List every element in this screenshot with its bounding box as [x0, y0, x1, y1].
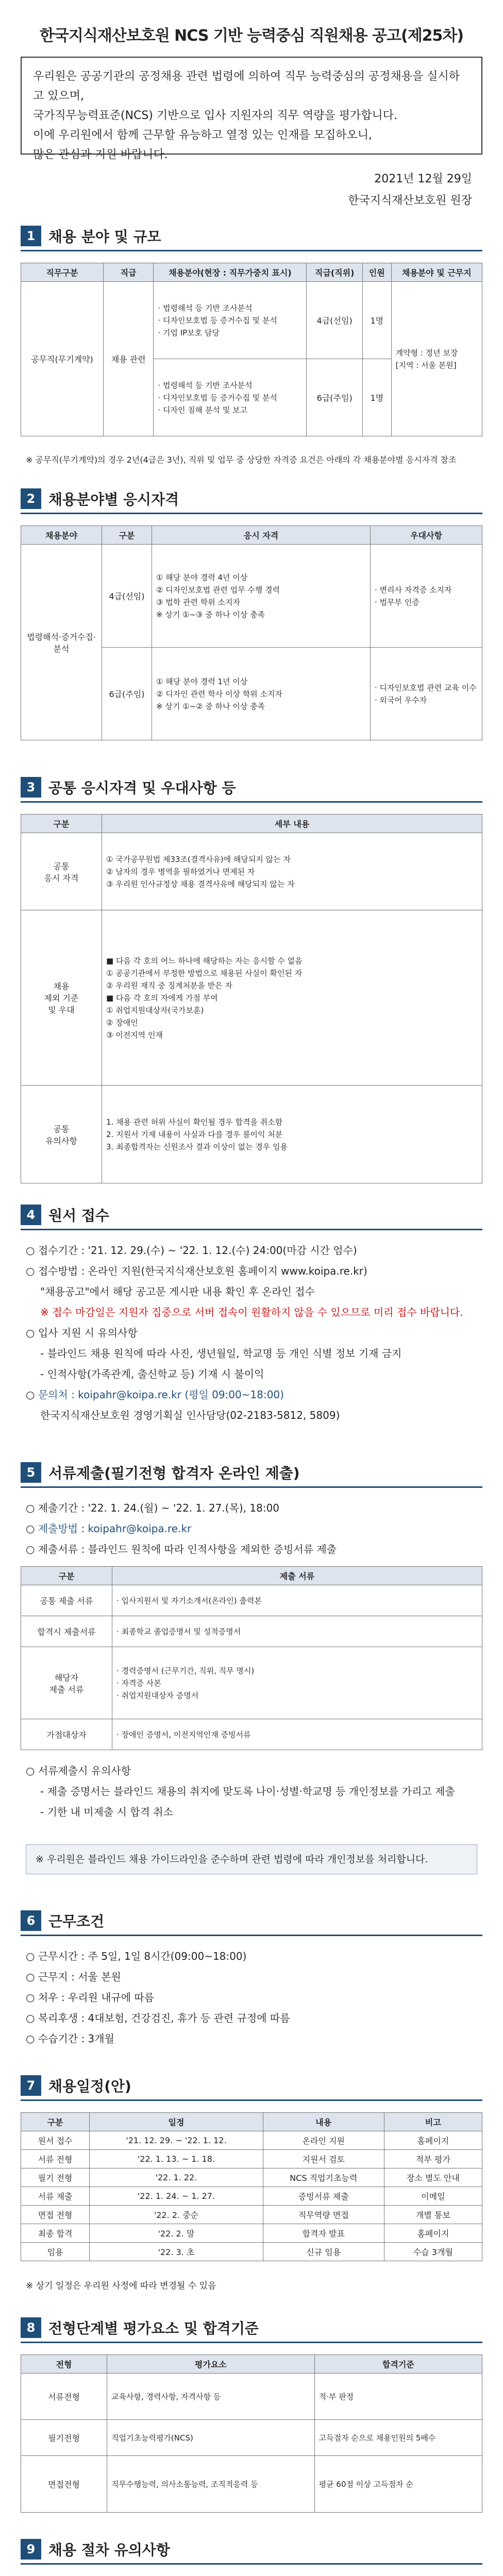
table-cell: 직업기초능력평가(NCS): [107, 2420, 315, 2456]
list-item: ○ 근무시간 : 주 5일, 1일 8시간(09:00~18:00): [26, 1950, 247, 1962]
table-cell: 면접전형: [21, 2456, 107, 2513]
work-conditions-list: [26, 1947, 477, 2050]
table-row: [21, 2206, 482, 2224]
table-cell: · 경력증명서 (근무기간, 직위, 직무 명시) · 자격증 사본 · 취업지원대상자 증명서: [112, 1647, 482, 1719]
table-cell: 개별 통보: [384, 2206, 482, 2224]
table1-footnote: ※ 공무직(무기계약)의 경우 2년(4급은 3년), 직위 및 업무 중 상당한 자격증 요건은 아래의 각 채용분야별 응시자격 참조: [26, 455, 457, 465]
table-cell: 수습 3개월: [384, 2243, 482, 2261]
schedule-footnote: ※ 상기 일정은 우리원 사정에 따라 변경될 수 있음: [26, 2281, 216, 2291]
table-cell: '22. 3. 초: [90, 2243, 263, 2261]
positions-table: [21, 263, 482, 436]
list-item: ○ 서류제출시 유의사항: [26, 1765, 131, 1777]
section-number: 2: [21, 488, 41, 509]
list-item: ○ 접수방법 : 온라인 지원(한국지식재산보호원 홈페이지 www.koipa.re.kr): [26, 1265, 367, 1277]
notice-date: 2021년 12월 29일: [374, 173, 472, 185]
table-header: 직급: [103, 263, 153, 282]
list-item: [26, 1345, 477, 1362]
table-cell: 직무역량 면접: [263, 2206, 384, 2224]
table-header: 세부 내용: [102, 815, 482, 833]
table-header: 전형: [21, 2355, 107, 2374]
list-item-text: 접수방법 : 온라인 지원(한국지식재산보호원 홈페이지 www.koipa.re.kr): [38, 1265, 367, 1277]
table-cell: · 입사지원서 및 자기소개서(온라인) 출력본: [112, 1585, 482, 1616]
table-cell: 채용 제외 기준 및 우대: [21, 910, 102, 1086]
section-title: 전형단계별 평가요소 및 합격기준: [48, 2319, 259, 2337]
table-cell: 필기 전형: [21, 2168, 90, 2187]
section-number: 8: [21, 2317, 41, 2338]
list-item: ○ 복리후생 : 4대보험, 건강검진, 휴가 등 관련 규정에 따름: [26, 2012, 290, 2024]
section-8-heading: [21, 2313, 482, 2343]
section-number: 5: [21, 1462, 41, 1483]
list-item: [26, 1283, 477, 1300]
intro-line: 많은 관심과 지원 바랍니다.: [33, 148, 168, 161]
table-cell: '22. 1. 13. ~ 1. 18.: [90, 2150, 263, 2168]
list-item-text: - 제출 증명서는 블라인드 채용의 취지에 맞도록 나이·성별·학교명 등 개인정보를 가리고 제출: [40, 1785, 455, 1798]
list-item-text: 근무지 : 서울 본원: [38, 1971, 121, 1983]
list-item: [26, 1365, 477, 1383]
list-item-text: 제출서류 : 블라인드 원칙에 따라 인적사항을 제외한 증빙서류 제출: [38, 1543, 337, 1555]
table-cell: 1명: [362, 359, 391, 436]
intro-box: [21, 57, 482, 161]
section-number: 9: [21, 2539, 41, 2560]
table-cell: ① 국가공무원법 제33조(결격사유)에 해당되지 않는 자 ② 남자의 경우 병역을 필하였거나 면제된 자 ③ 우리원 인사규정상 채용 결격사유에 해당되지 않는 자: [102, 833, 482, 910]
page-title: 한국지식재산보호원 NCS 기반 능력중심 직원채용 공고(제25차): [39, 27, 464, 45]
list-item: ○ 제출서류 : 블라인드 원칙에 따라 인적사항을 제외한 증빙서류 제출: [26, 1543, 337, 1555]
list-item: [26, 1803, 477, 1821]
table-header: 합격기준: [314, 2355, 482, 2374]
table-header: 채용분야: [21, 526, 102, 545]
table-header: 평가요소: [107, 2355, 315, 2374]
table-cell: 직무수행능력, 의사소통능력, 조직적응력 등: [107, 2456, 315, 2513]
schedule-table: [21, 2112, 482, 2261]
issuing-org: 한국지식재산보호원 원장: [348, 194, 472, 207]
table-header: 직무구분: [21, 263, 104, 282]
table-header: 구분: [21, 2113, 90, 2131]
table-cell: 홈페이지: [384, 2224, 482, 2243]
table-cell: 온라인 지원: [263, 2131, 384, 2150]
table-row: [21, 2168, 482, 2187]
table-cell: 최종 합격: [21, 2224, 90, 2243]
table-cell: 장소 별도 안내: [384, 2168, 482, 2187]
section-title: 채용 분야 및 규모: [48, 228, 161, 245]
list-item: ○ 제출기간 : '22. 1. 24.(월) ~ '22. 1. 27.(목), 18:00: [26, 1502, 280, 1514]
table-row: [21, 2456, 482, 2513]
table-header: 채용분야(현장 : 직무가중치 표시): [154, 263, 307, 282]
table-cell: 계약형 : 정년 보장 [지역 : 서울 본원]: [391, 282, 482, 436]
table-header: 비고: [384, 2113, 482, 2131]
list-item: ○ 처우 : 우리원 내규에 따름: [26, 1991, 155, 2004]
table-cell: · 디자인보호법 관련 교육 이수 · 외국어 우수자: [371, 648, 482, 740]
section-number: 1: [21, 226, 41, 246]
list-item-text: 복리후생 : 4대보험, 건강검진, 휴가 등 관련 규정에 따름: [38, 2012, 290, 2024]
table-cell: 1. 채용 관련 허위 사실이 확인될 경우 합격을 취소함 2. 지원서 기재 내용이 사실과 다를 경우 불이익 처분 3. 최종합격자는 신원조사 결과 이상이 없는 경우 임용: [102, 1086, 482, 1183]
table-cell: · 법령해석 등 기반 조사분석 · 디자인보호법 등 증거수집 및 분석 · 디자인 침해 분석 및 보고: [154, 359, 307, 436]
section-5-heading: [21, 1458, 482, 1488]
table-cell: 합격자 발표: [263, 2224, 384, 2243]
list-item: ○ 접수기간 : '21. 12. 29.(수) ~ '22. 1. 12.(수) 24:00(마감 시간 엄수): [26, 1244, 357, 1257]
submission-table: [21, 1566, 482, 1750]
table-cell: 가점대상자: [21, 1719, 112, 1750]
table-cell: 4급(선임): [307, 282, 363, 359]
list-item: ○ 입사 지원 시 유의사항: [26, 1327, 138, 1339]
table-cell: 교육사항, 경력사항, 자격사항 등: [107, 2374, 315, 2420]
table-cell: · 장애인 증명서, 이전지역인재 증빙서류: [112, 1719, 482, 1750]
table-cell: 증빙서류 제출: [263, 2187, 384, 2206]
common-requirements-table: [21, 814, 482, 1183]
table-cell: 공통 제출 서류: [21, 1585, 112, 1616]
section-number: 3: [21, 777, 41, 798]
submission-email[interactable]: 제출방법 : koipahr@koipa.re.kr: [38, 1522, 192, 1535]
list-item: [26, 1406, 477, 1424]
table-header: 우대사항: [371, 526, 482, 545]
document-submission-list: [26, 1499, 477, 1561]
section-7-heading: [21, 2071, 482, 2101]
list-item-text: 처우 : 우리원 내규에 따름: [38, 1991, 155, 2004]
table-cell: 해당자 제출 서류: [21, 1647, 112, 1719]
list-item-text: 수습기간 : 3개월: [38, 2032, 114, 2045]
intro-line: 이에 우리원에서 함께 근무할 유능하고 열정 있는 인재를 모집하오니,: [33, 129, 372, 142]
table-header: 응시 자격: [152, 526, 371, 545]
intro-line: 우리원은 공공기관의 공정채용 관련 법령에 의하여 직무 능력중심의 공정채용을 실시하고 있으며,: [33, 70, 460, 103]
evaluation-table: [21, 2354, 482, 2513]
section-1-heading: [21, 222, 482, 251]
table-header: 채용분야 및 근무지: [391, 263, 482, 282]
section-number: 7: [21, 2075, 41, 2096]
section-number: 4: [21, 1205, 41, 1225]
section-title: 근무조건: [48, 1912, 105, 1930]
table-cell: 공통 응시 자격: [21, 833, 102, 910]
table-row: [21, 2420, 482, 2456]
table-cell: 임용: [21, 2243, 90, 2261]
table-cell: 6급(주임): [102, 648, 152, 740]
table-cell: ① 해당 분야 경력 1년 이상 ② 디자인 관련 학사 이상 학위 소지자 ※ 상기 ①~② 중 하나 이상 충족: [152, 648, 371, 740]
section-6-heading: [21, 1906, 482, 1936]
table-row: [21, 2374, 482, 2420]
list-item-text: 한국지식재산보호원 경영기획실 인사담당(02-2183-5812, 5809): [40, 1409, 340, 1421]
table-cell: '22. 1. 22.: [90, 2168, 263, 2187]
contact-email[interactable]: 문의처 : koipahr@koipa.re.kr (평일 09:00~18:00): [38, 1388, 284, 1401]
section-9-heading: [21, 2535, 482, 2565]
section-number: 6: [21, 1910, 41, 1931]
table-cell: 채용 관련: [103, 282, 153, 436]
table-cell: 평균 60점 이상 고득점자 순: [314, 2456, 482, 2513]
table-cell: 원서 접수: [21, 2131, 90, 2150]
section-title: 서류제출(필기전형 합격자 온라인 제출): [48, 1464, 300, 1482]
table-row: [21, 2187, 482, 2206]
table-header: 일정: [90, 2113, 263, 2131]
table-cell: '22. 1. 24. ~ 1. 27.: [90, 2187, 263, 2206]
section-title: 채용분야별 응시자격: [48, 490, 179, 508]
list-item-text: - 블라인드 채용 원칙에 따라 사진, 생년월일, 학교명 등 개인 식별 정보 기재 금지: [40, 1347, 402, 1360]
table-cell: 합격시 제출서류: [21, 1616, 112, 1647]
table-cell: · 법령해석 등 기반 조사분석 · 디자인보호법 등 증거수집 및 분석 · 기업 IP보호 담당: [154, 282, 307, 359]
table-cell: NCS 직업기초능력: [263, 2168, 384, 2187]
table-cell: 법령해석·증거수집·분석: [21, 545, 102, 740]
table-row: [21, 2131, 482, 2150]
table-cell: 공통 유의사항: [21, 1086, 102, 1183]
table-header: 직급(직위): [307, 263, 363, 282]
table-cell: 필기전형: [21, 2420, 107, 2456]
table-cell: 1명: [362, 282, 391, 359]
list-item-text: - 기한 내 미제출 시 합격 취소: [40, 1806, 173, 1818]
table-header: 내용: [263, 2113, 384, 2131]
table-header: 인원: [362, 263, 391, 282]
table-cell: 서류 전형: [21, 2150, 90, 2168]
table-cell: 신규 임용: [263, 2243, 384, 2261]
section-title: 채용일정(안): [48, 2077, 131, 2095]
table-cell: · 최종학교 졸업증명서 및 성적증명서: [112, 1616, 482, 1647]
list-item: ○ 제출방법 : koipahr@koipa.re.kr: [26, 1522, 192, 1535]
list-item-text: "채용공고"에서 해당 공고문 게시판 내용 확인 후 온라인 접수: [40, 1285, 315, 1298]
list-item-text: 서류제출시 유의사항: [38, 1765, 131, 1777]
section-title: 공통 응시자격 및 우대사항 등: [48, 779, 236, 796]
table-cell: 서류 제출: [21, 2187, 90, 2206]
intro-line: 국가직무능력표준(NCS) 기반으로 입사 지원자의 직무 역량을 평가합니다.: [33, 109, 397, 122]
list-item-text: 입사 지원 시 유의사항: [38, 1327, 138, 1339]
table-cell: 이메일: [384, 2187, 482, 2206]
table-cell: '22. 2. 중순: [90, 2206, 263, 2224]
table-row: [21, 2243, 482, 2261]
table-row: [21, 2224, 482, 2243]
list-item: ○ 문의처 : koipahr@koipa.re.kr (평일 09:00~18:00): [26, 1388, 284, 1401]
table-cell: 적·부 판정: [314, 2374, 482, 2420]
list-item: [26, 1783, 477, 1800]
section-3-heading: [21, 773, 482, 803]
table-cell: 적부 평가: [384, 2150, 482, 2168]
privacy-note: ※ 우리원은 블라인드 채용 가이드라인을 준수하며 관련 법령에 따라 개인정보를 처리합니다.: [26, 1844, 477, 1874]
qualification-table: [21, 526, 482, 740]
table-cell: 면접 전형: [21, 2206, 90, 2224]
table-cell: · 변리사 자격증 소지자 · 법무부 인증: [371, 545, 482, 648]
list-item-text: 제출기간 : '22. 1. 24.(월) ~ '22. 1. 27.(목), 18:00: [38, 1502, 280, 1514]
table-cell: 지원서 검토: [263, 2150, 384, 2168]
table-header: 제출 서류: [112, 1567, 482, 1585]
table-cell: 홈페이지: [384, 2131, 482, 2150]
table-cell: ① 해당 분야 경력 4년 이상 ② 디자인보호법 관련 업무 수행 경력 ③ 법학 관련 학위 소지자 ※ 상기 ①~③ 중 하나 이상 충족: [152, 545, 371, 648]
list-item-text: 접수기간 : '21. 12. 29.(수) ~ '22. 1. 12.(수) 24:00(마감 시간 엄수): [38, 1244, 357, 1257]
list-item: ○ 근무지 : 서울 본원: [26, 1971, 121, 1983]
table-cell: 4급(선임): [102, 545, 152, 648]
table-cell: 6급(주임): [307, 359, 363, 436]
submission-notes: [26, 1762, 477, 1824]
list-item-text: ※ 접수 마감일은 지원자 집중으로 서버 접속이 원활하지 않을 수 있으므로 미리 접수 바랍니다.: [40, 1306, 463, 1318]
table-header: 구분: [21, 1567, 112, 1585]
list-item-text: - 인적사항(가족관계, 출신학교 등) 기재 시 불이익: [40, 1368, 264, 1380]
table-header: 구분: [21, 815, 102, 833]
table-cell: 공무직(무기계약): [21, 282, 104, 436]
table-cell: ■ 다음 각 호의 어느 하나에 해당하는 자는 응시할 수 없음 ① 공공기관에서 부정한 방법으로 채용된 사실이 확인된 자 ② 우리원 재직 중 징계처분을 받은 자 ■ 다음 각 호의 자에게 가점 부여 ① 취업지원대상자(국가보훈) ② 장애인 ③ 이전지역 인재: [102, 910, 482, 1086]
table-row: [21, 2150, 482, 2168]
list-item: [26, 1303, 477, 1321]
table-cell: 서류전형: [21, 2374, 107, 2420]
table-header: 구분: [102, 526, 152, 545]
section-title: 채용 절차 유의사항: [48, 2541, 170, 2558]
section-2-heading: [21, 484, 482, 514]
section-title: 원서 접수: [48, 1207, 109, 1224]
table-cell: '22. 2. 말: [90, 2224, 263, 2243]
table-cell: '21. 12. 29. ~ '22. 1. 12.: [90, 2131, 263, 2150]
section-4-heading: [21, 1200, 482, 1230]
table-cell: 고득점자 순으로 채용인원의 5배수: [314, 2420, 482, 2456]
list-item-text: 근무시간 : 주 5일, 1일 8시간(09:00~18:00): [38, 1950, 247, 1962]
list-item: ○ 수습기간 : 3개월: [26, 2032, 114, 2045]
application-list: [26, 1242, 477, 1427]
